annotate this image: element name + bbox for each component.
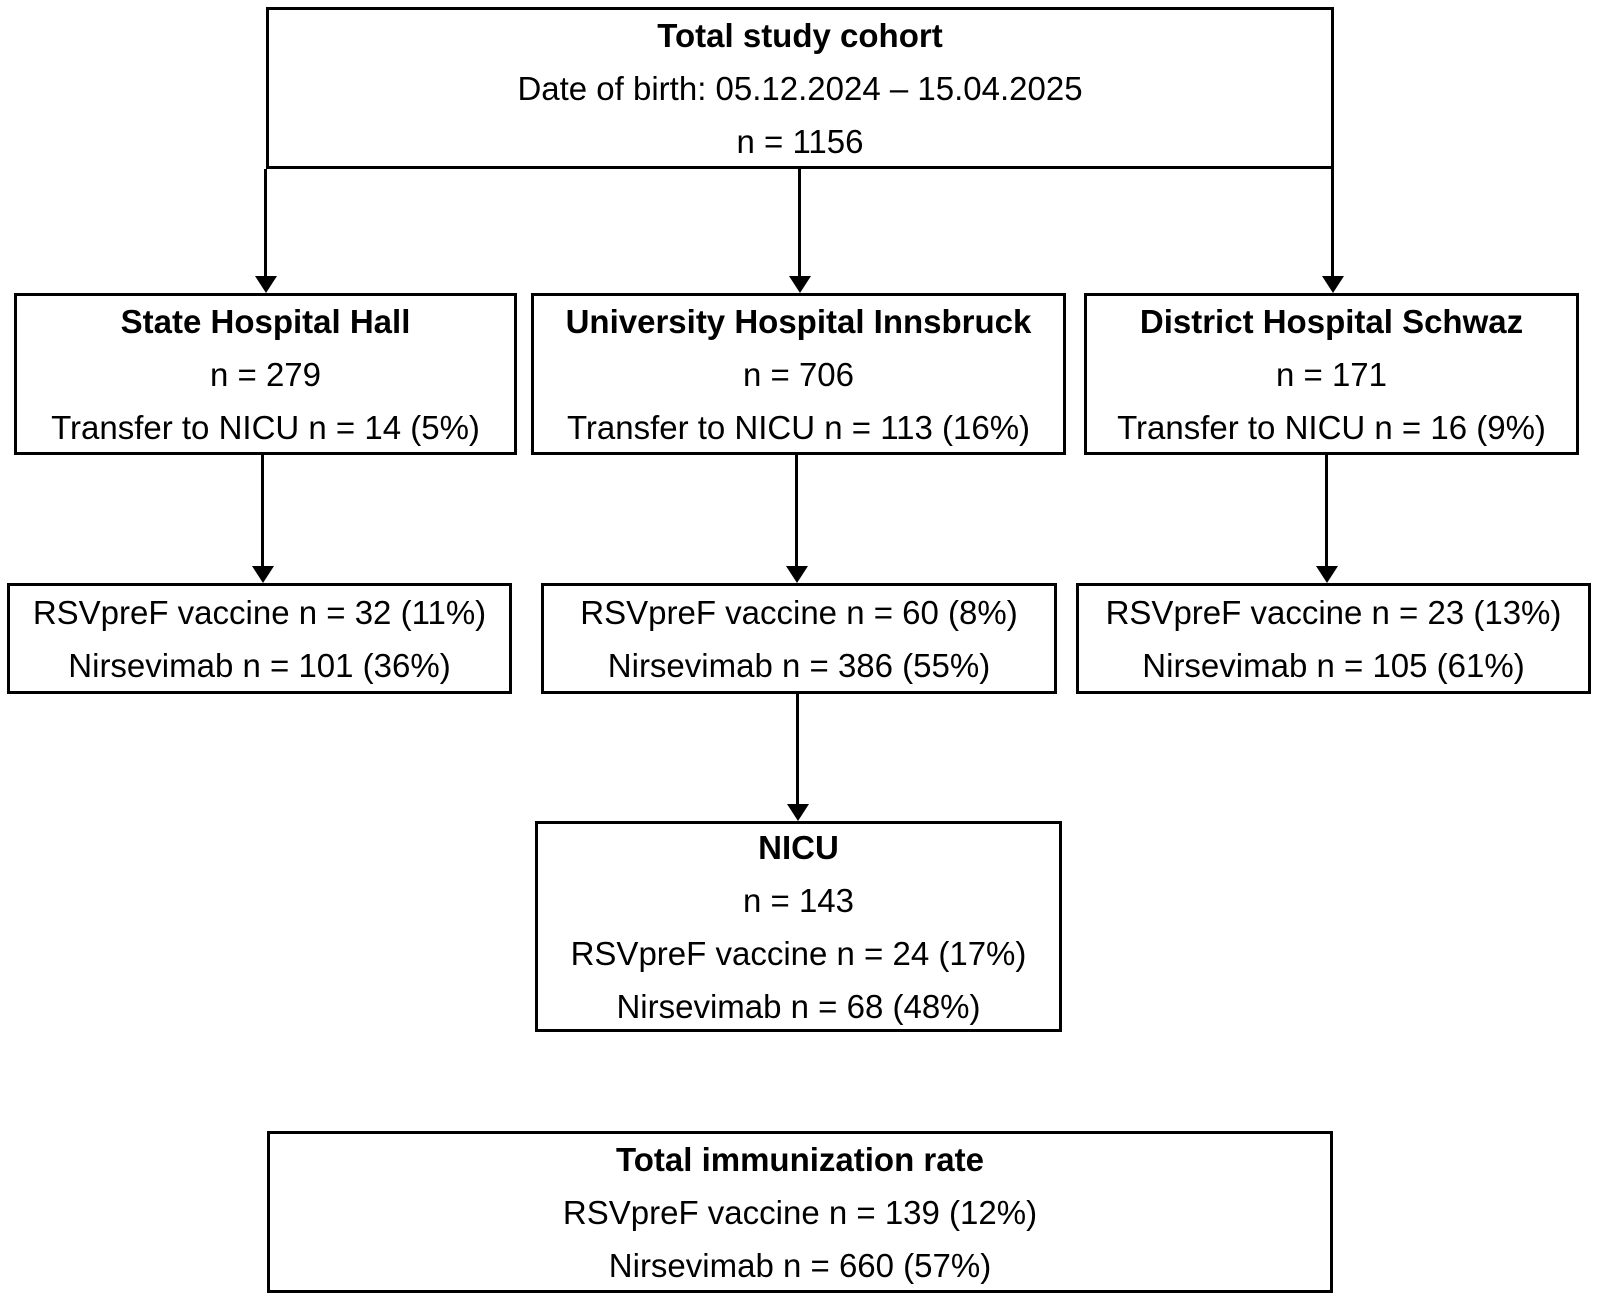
connector-cohort-to-innsbruck-line — [798, 169, 801, 277]
total-cohort-n: n = 1156 — [736, 122, 864, 160]
connector-hall-to-immunization-line — [261, 455, 264, 567]
arrow-down-icon — [1322, 276, 1344, 293]
nicu-n: n = 143 — [742, 881, 855, 919]
schwaz-rsvpref: RSVpreF vaccine n = 23 (13%) — [1105, 593, 1562, 631]
arrow-down-icon — [1316, 566, 1338, 583]
arrow-down-icon — [787, 804, 809, 821]
total-study-cohort-box — [266, 7, 1334, 169]
arrow-down-icon — [252, 566, 274, 583]
hall-title: State Hospital Hall — [120, 302, 411, 340]
university-hospital-innsbruck-box — [531, 293, 1066, 455]
schwaz-immunization-box — [1076, 583, 1591, 694]
innsbruck-nirsevimab: Nirsevimab n = 386 (55%) — [607, 646, 991, 684]
hall-immunization-box — [7, 583, 512, 694]
schwaz-title: District Hospital Schwaz — [1139, 302, 1524, 340]
total-rsvpref: RSVpreF vaccine n = 139 (12%) — [562, 1193, 1038, 1231]
date-of-birth-range: Date of birth: 05.12.2024 – 15.04.2025 — [517, 69, 1083, 107]
hall-transfer-nicu: Transfer to NICU n = 14 (5%) — [51, 408, 480, 446]
connector-cohort-to-schwaz-line — [1331, 169, 1334, 277]
connector-schwaz-to-immunization-line — [1325, 455, 1328, 567]
arrow-down-icon — [255, 276, 277, 293]
schwaz-nirsevimab: Nirsevimab n = 105 (61%) — [1142, 646, 1525, 684]
hall-nirsevimab: Nirsevimab n = 101 (36%) — [68, 646, 451, 684]
innsbruck-transfer-nicu: Transfer to NICU n = 113 (16%) — [566, 408, 1031, 446]
arrow-down-icon — [789, 276, 811, 293]
nicu-box — [535, 821, 1062, 1032]
total-immunization-rate-box — [267, 1131, 1333, 1293]
total-nirsevimab: Nirsevimab n = 660 (57%) — [608, 1246, 992, 1284]
district-hospital-schwaz-box — [1084, 293, 1579, 455]
total-immunization-title: Total immunization rate — [616, 1140, 984, 1178]
innsbruck-rsvpref: RSVpreF vaccine n = 60 (8%) — [580, 593, 1018, 631]
arrow-down-icon — [786, 566, 808, 583]
hall-rsvpref: RSVpreF vaccine n = 32 (11%) — [32, 593, 487, 631]
nicu-rsvpref: RSVpreF vaccine n = 24 (17%) — [570, 934, 1027, 972]
innsbruck-n: n = 706 — [742, 355, 855, 393]
nicu-nirsevimab: Nirsevimab n = 68 (48%) — [616, 987, 981, 1025]
state-hospital-hall-box — [14, 293, 517, 455]
connector-innsbruck-to-immunization-line — [795, 455, 798, 567]
innsbruck-immunization-box — [541, 583, 1057, 694]
innsbruck-title: University Hospital Innsbruck — [565, 302, 1032, 340]
nicu-title: NICU — [758, 828, 839, 866]
connector-cohort-to-hall-line — [264, 169, 267, 277]
schwaz-transfer-nicu: Transfer to NICU n = 16 (9%) — [1117, 408, 1546, 446]
hall-n: n = 279 — [209, 355, 322, 393]
schwaz-n: n = 171 — [1275, 355, 1388, 393]
total-study-cohort-title: Total study cohort — [657, 16, 943, 54]
connector-innsbruck-to-nicu-line — [796, 694, 799, 805]
